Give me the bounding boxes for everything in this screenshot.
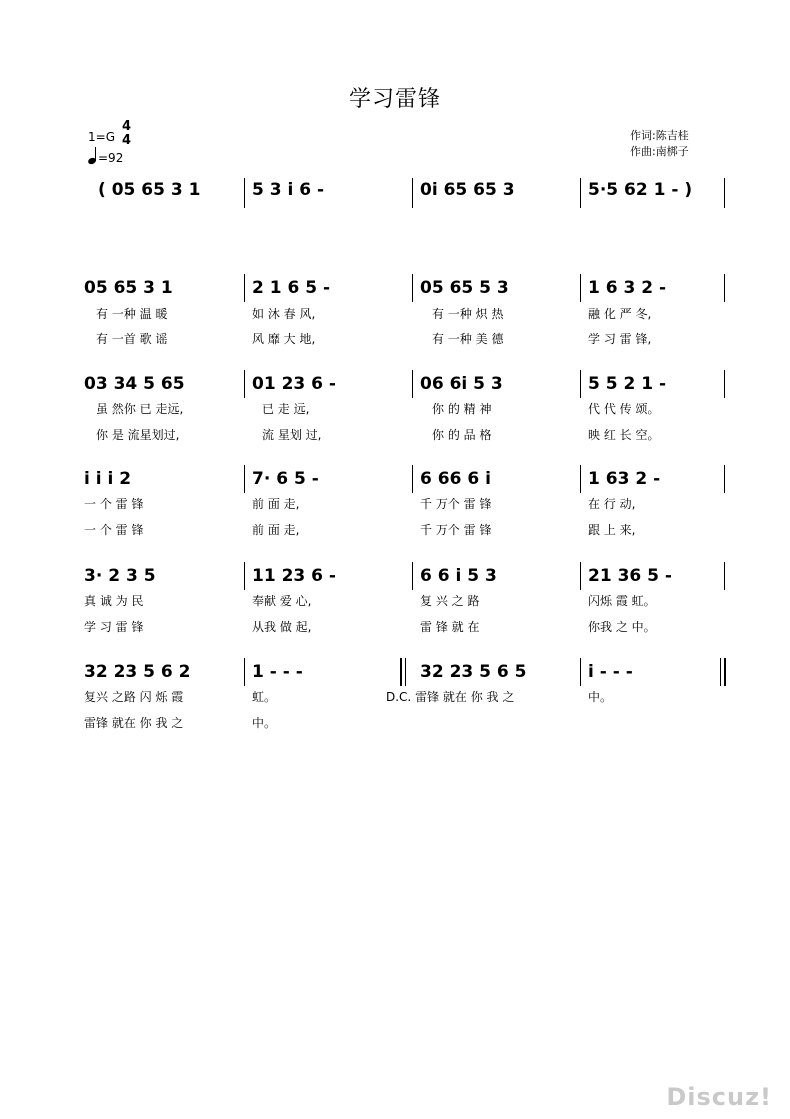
lyric-verse2: 前 面 走, [252,523,300,537]
lyric-verse1: 有 一种 炽 热 [432,307,504,321]
measure-4: 21 36 5 - [588,566,672,586]
barline [724,274,725,302]
lyric-verse2: 你 是 流星划过, [96,428,180,442]
lyric-verse1: 复兴 之路 闪 烁 霞 [84,690,184,704]
lyric-verse1: 你 的 精 神 [432,402,492,416]
barline [412,465,413,493]
repeat-barline [400,658,402,686]
lyric-verse1: 前 面 走, [252,497,300,511]
barline [580,178,581,208]
measure-3: 05 65 5 3 [420,278,509,298]
intro-measure-1: ( 05 65 3 1 [98,180,201,200]
lyric-verse1: 复 兴 之 路 [420,594,480,608]
barline [580,370,581,398]
song-title: 学习雷锋 [348,87,441,112]
measure-2: 7· 6 5 - [252,469,319,489]
lyric-verse1: 千 万个 雷 锋 [420,497,492,511]
lyric-verse1: 融 化 严 冬, [588,307,652,321]
barline [412,370,413,398]
lyric-verse1: 在 行 动, [588,497,636,511]
lyric-verse2: 流 星划 过, [262,428,322,442]
barline [244,178,245,208]
lyric-verse2: 雷 锋 就 在 [420,620,480,634]
barline [244,465,245,493]
measure-2: 01 23 6 - [252,374,336,394]
tempo-value: =92 [98,151,124,165]
time-signature-bottom: 4 [122,133,132,148]
measure-1: 03 34 5 65 [84,374,185,394]
lyric-verse1: 奉献 爱 心, [252,594,312,608]
measure-3: 6 66 6 i [420,469,491,489]
measure-1: 32 23 5 6 2 [84,662,191,682]
lyric-verse2: 雷锋 就在 你 我 之 [84,716,184,730]
note-stem-icon [95,147,96,161]
lyric-verse1: 真 诚 为 民 [84,594,144,608]
lyric-verse1: 一 个 雷 锋 [84,497,144,511]
composer: 作曲:南梆子 [630,145,689,158]
tempo-marking [88,148,123,165]
watermark: Discuz! [666,1083,772,1111]
lyric-verse2: 你 的 品 格 [432,428,492,442]
lyric-verse2: 学 习 雷 锋, [588,332,652,346]
measure-4: 1 6 3 2 - [588,278,667,298]
barline [412,274,413,302]
lyric-verse2: 你我 之 中。 [588,620,656,634]
lyricist: 作词:陈吉桂 [630,129,689,142]
repeat-barline [405,658,406,686]
lyric-verse2: 风 靡 大 地, [252,332,316,346]
barline [244,370,245,398]
barline [724,465,725,493]
measure-2: 11 23 6 - [252,566,336,586]
lyric-verse2: 中。 [252,716,277,730]
barline [412,562,413,590]
lyric-verse2: 从我 做 起, [252,620,312,634]
measure-2: 2 1 6 5 - [252,278,331,298]
lyric-verse1: 闪烁 霞 虹。 [588,594,656,608]
key-signature: 1=G [88,130,115,144]
lyric-verse1: 中。 [588,690,613,704]
barline [580,562,581,590]
measure-3: 6 6 i 5 3 [420,566,497,586]
measure-3: 06 6i 5 3 [420,374,503,394]
time-signature [122,120,131,148]
lyric-verse2: 一 个 雷 锋 [84,523,144,537]
lyric-verse1: 如 沐 春 风, [252,307,316,321]
lyric-verse1: D.C. 雷锋 就在 你 我 之 [386,690,515,704]
barline [580,274,581,302]
lyric-verse2: 有 一首 歌 谣 [96,332,168,346]
intro-measure-4: 5·5 62 1 - ) [588,180,693,200]
measure-1: 05 65 3 1 [84,278,173,298]
lyric-verse2: 跟 上 来, [588,523,636,537]
measure-4: 1 63 2 - [588,469,661,489]
final-barline [724,658,726,686]
lyric-verse1: 有 一种 温 暖 [96,307,168,321]
barline [244,562,245,590]
measure-4: 5 5 2 1 - [588,374,667,394]
final-barline [720,658,721,686]
measure-2: 1 - - - [252,662,303,682]
lyric-verse2: 千 万个 雷 锋 [420,523,492,537]
measure-3: 32 23 5 6 5 [420,662,527,682]
barline [412,178,413,208]
measure-1: 3· 2 3 5 [84,566,156,586]
lyric-verse1: 虹。 [252,690,277,704]
barline [580,465,581,493]
barline [244,274,245,302]
barline [724,562,725,590]
credits [630,128,689,160]
barline [724,178,725,208]
lyric-verse2: 学 习 雷 锋 [84,620,144,634]
barline [244,658,245,686]
time-signature-top: 4 [122,119,132,134]
measure-4: i - - - [588,662,633,682]
barline [724,370,725,398]
lyric-verse1: 虽 然你 已 走远, [96,402,184,416]
lyric-verse2: 有 一种 美 德 [432,332,504,346]
intro-measure-3: 0i 65 65 3 [420,180,515,200]
lyric-verse1: 已 走 远, [262,402,310,416]
barline [580,658,581,686]
intro-measure-2: 5 3 i 6 - [252,180,325,200]
lyric-verse2: 映 红 长 空。 [588,428,660,442]
measure-1: i i i 2 [84,469,132,489]
lyric-verse1: 代 代 传 颂。 [588,402,660,416]
